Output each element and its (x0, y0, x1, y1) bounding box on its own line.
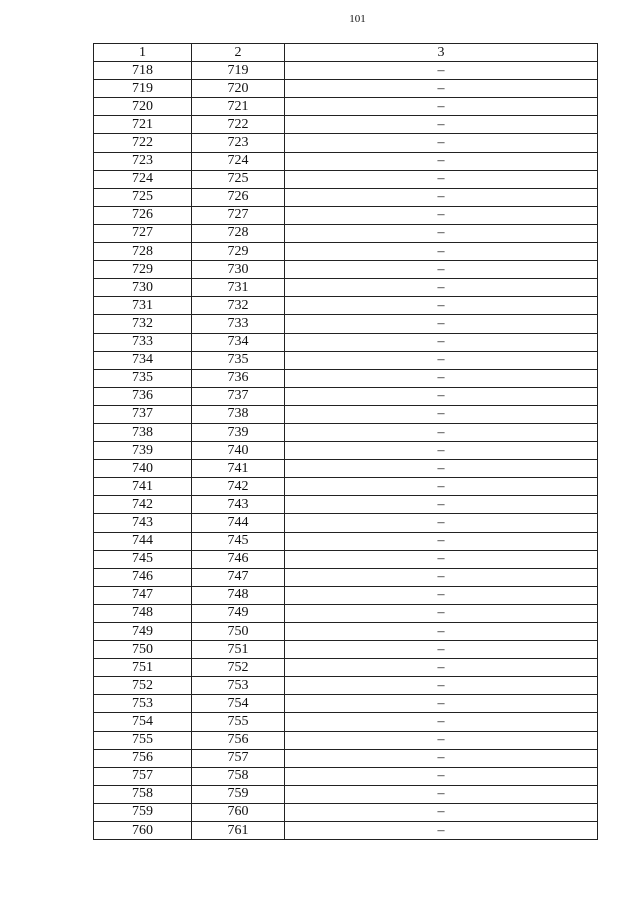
table-cell-col-3: – (285, 568, 598, 586)
table-cell-col-2: 750 (192, 623, 285, 641)
table-cell-col-2: 736 (192, 369, 285, 387)
table-cell-col-1: 748 (94, 604, 192, 622)
table-cell-col-3: – (285, 713, 598, 731)
table-cell-col-2: 740 (192, 442, 285, 460)
table-cell-col-2: 752 (192, 659, 285, 677)
table-cell-col-1: 745 (94, 550, 192, 568)
table-cell-col-2: 741 (192, 460, 285, 478)
table-cell-col-2: 737 (192, 387, 285, 405)
table-row (94, 297, 598, 315)
table-row (94, 279, 598, 297)
column-header-1: 1 (94, 44, 192, 62)
table-cell-col-3: – (285, 116, 598, 134)
table-cell-col-3: – (285, 279, 598, 297)
table-cell-col-1: 754 (94, 713, 192, 731)
table-row (94, 80, 598, 98)
table-cell-col-3: – (285, 623, 598, 641)
table-row (94, 550, 598, 568)
table-row (94, 568, 598, 586)
table-cell-col-1: 718 (94, 62, 192, 80)
table-cell-col-3: – (285, 243, 598, 261)
table-row (94, 767, 598, 785)
table-cell-col-1: 731 (94, 297, 192, 315)
table-cell-col-2: 731 (192, 279, 285, 297)
table-row (94, 713, 598, 731)
table-cell-col-1: 723 (94, 152, 192, 170)
table-cell-col-1: 758 (94, 785, 192, 803)
table-cell-col-2: 721 (192, 98, 285, 116)
table-cell-col-3: – (285, 822, 598, 840)
table-row (94, 315, 598, 333)
table-row (94, 785, 598, 803)
table-cell-col-1: 725 (94, 188, 192, 206)
table-cell-col-1: 738 (94, 423, 192, 441)
table-cell-col-3: – (285, 785, 598, 803)
table-row (94, 749, 598, 767)
table-cell-col-2: 749 (192, 604, 285, 622)
table-cell-col-2: 728 (192, 224, 285, 242)
table-cell-col-3: – (285, 188, 598, 206)
table-cell-col-3: – (285, 387, 598, 405)
table-cell-col-1: 743 (94, 514, 192, 532)
table-row (94, 641, 598, 659)
table-cell-col-3: – (285, 152, 598, 170)
table-cell-col-2: 725 (192, 170, 285, 188)
table-cell-col-1: 734 (94, 351, 192, 369)
table-cell-col-2: 756 (192, 731, 285, 749)
table-cell-col-2: 733 (192, 315, 285, 333)
table-cell-col-2: 760 (192, 803, 285, 821)
table-row (94, 496, 598, 514)
table-cell-col-3: – (285, 496, 598, 514)
table-cell-col-3: – (285, 749, 598, 767)
table-cell-col-3: – (285, 80, 598, 98)
table-cell-col-1: 742 (94, 496, 192, 514)
table-cell-col-1: 730 (94, 279, 192, 297)
table-cell-col-3: – (285, 98, 598, 116)
table-cell-col-3: – (285, 659, 598, 677)
table-cell-col-3: – (285, 641, 598, 659)
table-cell-col-3: – (285, 478, 598, 496)
table-cell-col-3: – (285, 369, 598, 387)
table-cell-col-2: 754 (192, 695, 285, 713)
table-cell-col-1: 722 (94, 134, 192, 152)
table-cell-col-1: 720 (94, 98, 192, 116)
table-cell-col-1: 760 (94, 822, 192, 840)
table-cell-col-1: 739 (94, 442, 192, 460)
table-cell-col-1: 721 (94, 116, 192, 134)
table-cell-col-1: 733 (94, 333, 192, 351)
table-row (94, 333, 598, 351)
table-row (94, 532, 598, 550)
table-cell-col-2: 758 (192, 767, 285, 785)
column-header-2: 2 (192, 44, 285, 62)
table-cell-col-3: – (285, 297, 598, 315)
table-row (94, 460, 598, 478)
table-cell-col-2: 761 (192, 822, 285, 840)
table-cell-col-3: – (285, 134, 598, 152)
table-body (94, 62, 598, 840)
table-cell-col-3: – (285, 767, 598, 785)
table-cell-col-2: 719 (192, 62, 285, 80)
table-cell-col-3: – (285, 731, 598, 749)
table-cell-col-2: 729 (192, 243, 285, 261)
table-cell-col-3: – (285, 460, 598, 478)
table-row (94, 206, 598, 224)
table-cell-col-3: – (285, 170, 598, 188)
table-cell-col-3: – (285, 695, 598, 713)
table-row (94, 188, 598, 206)
table-row (94, 731, 598, 749)
table-cell-col-1: 726 (94, 206, 192, 224)
table-row (94, 659, 598, 677)
table-row (94, 98, 598, 116)
table-row (94, 369, 598, 387)
table-cell-col-2: 759 (192, 785, 285, 803)
table-cell-col-3: – (285, 333, 598, 351)
table-row (94, 423, 598, 441)
table-row (94, 604, 598, 622)
table-cell-col-1: 736 (94, 387, 192, 405)
table-cell-col-2: 753 (192, 677, 285, 695)
table-cell-col-2: 746 (192, 550, 285, 568)
table-cell-col-3: – (285, 514, 598, 532)
table-cell-col-2: 745 (192, 532, 285, 550)
table-cell-col-2: 743 (192, 496, 285, 514)
table-row (94, 586, 598, 604)
table-row (94, 478, 598, 496)
table-row (94, 62, 598, 80)
table-cell-col-2: 744 (192, 514, 285, 532)
table-cell-col-1: 719 (94, 80, 192, 98)
table-cell-col-3: – (285, 532, 598, 550)
table-cell-col-2: 747 (192, 568, 285, 586)
data-table (93, 43, 598, 840)
table-cell-col-3: – (285, 803, 598, 821)
table-cell-col-1: 740 (94, 460, 192, 478)
table-cell-col-1: 741 (94, 478, 192, 496)
table-row (94, 677, 598, 695)
table-cell-col-2: 732 (192, 297, 285, 315)
column-header-3: 3 (285, 44, 598, 62)
table-row (94, 170, 598, 188)
table-row (94, 261, 598, 279)
table-row (94, 695, 598, 713)
table-cell-col-3: – (285, 405, 598, 423)
table-row (94, 514, 598, 532)
table-cell-col-1: 752 (94, 677, 192, 695)
page-number: 101 (349, 13, 366, 25)
table-cell-col-2: 748 (192, 586, 285, 604)
table-cell-col-3: – (285, 261, 598, 279)
table-cell-col-3: – (285, 224, 598, 242)
table-cell-col-1: 747 (94, 586, 192, 604)
table-cell-col-2: 751 (192, 641, 285, 659)
table-cell-col-2: 755 (192, 713, 285, 731)
table-cell-col-2: 724 (192, 152, 285, 170)
table-cell-col-2: 742 (192, 478, 285, 496)
table-cell-col-2: 757 (192, 749, 285, 767)
table-cell-col-1: 732 (94, 315, 192, 333)
table-cell-col-1: 750 (94, 641, 192, 659)
table-cell-col-2: 727 (192, 206, 285, 224)
table-row (94, 405, 598, 423)
table-cell-col-2: 734 (192, 333, 285, 351)
table-row (94, 387, 598, 405)
table-cell-col-1: 729 (94, 261, 192, 279)
table-row (94, 116, 598, 134)
table-cell-col-1: 728 (94, 243, 192, 261)
table-cell-col-2: 739 (192, 423, 285, 441)
table-cell-col-1: 737 (94, 405, 192, 423)
table-cell-col-1: 749 (94, 623, 192, 641)
table-cell-col-3: – (285, 442, 598, 460)
table-cell-col-3: – (285, 604, 598, 622)
table-row (94, 224, 598, 242)
table-cell-col-1: 753 (94, 695, 192, 713)
table-cell-col-3: – (285, 586, 598, 604)
table-cell-col-1: 735 (94, 369, 192, 387)
table-cell-col-1: 744 (94, 532, 192, 550)
table-cell-col-1: 751 (94, 659, 192, 677)
table-cell-col-3: – (285, 351, 598, 369)
table-cell-col-3: – (285, 677, 598, 695)
table-cell-col-2: 720 (192, 80, 285, 98)
table-cell-col-3: – (285, 62, 598, 80)
table-cell-col-1: 746 (94, 568, 192, 586)
table-row (94, 623, 598, 641)
table-cell-col-3: – (285, 423, 598, 441)
table-header-row (94, 44, 598, 62)
table-cell-col-2: 726 (192, 188, 285, 206)
table-cell-col-3: – (285, 206, 598, 224)
table-row (94, 243, 598, 261)
table-cell-col-1: 724 (94, 170, 192, 188)
table-cell-col-1: 757 (94, 767, 192, 785)
table-cell-col-3: – (285, 315, 598, 333)
table-cell-col-2: 735 (192, 351, 285, 369)
table-cell-col-3: – (285, 550, 598, 568)
table-cell-col-1: 727 (94, 224, 192, 242)
table-cell-col-2: 722 (192, 116, 285, 134)
table-cell-col-2: 738 (192, 405, 285, 423)
table-cell-col-1: 759 (94, 803, 192, 821)
table-row (94, 803, 598, 821)
table-cell-col-2: 730 (192, 261, 285, 279)
table-cell-col-2: 723 (192, 134, 285, 152)
table-cell-col-1: 755 (94, 731, 192, 749)
table-cell-col-1: 756 (94, 749, 192, 767)
table-row (94, 134, 598, 152)
table-row (94, 351, 598, 369)
table-row (94, 152, 598, 170)
table-row (94, 442, 598, 460)
table-row (94, 822, 598, 840)
